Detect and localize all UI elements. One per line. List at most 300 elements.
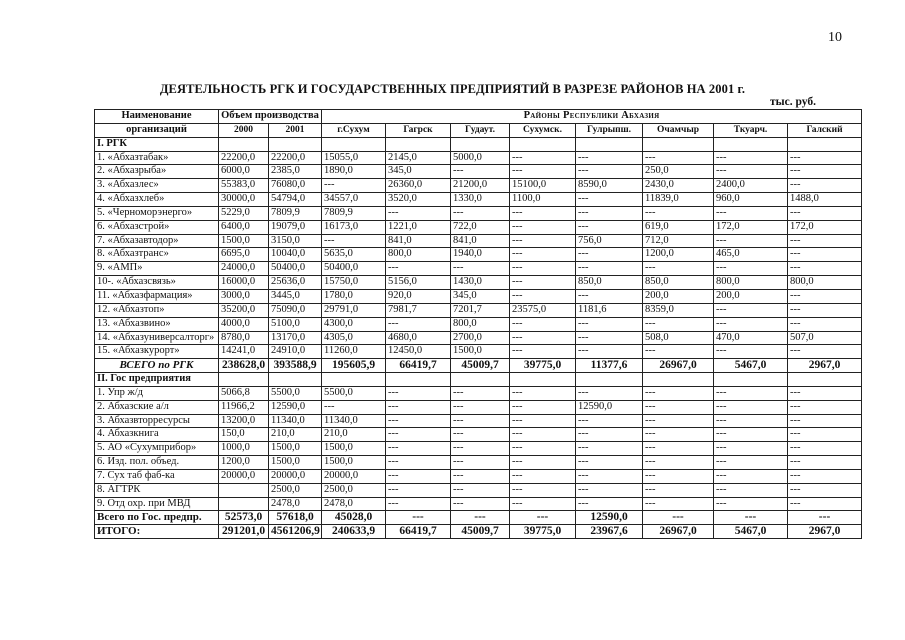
value-cell: 23967,6 — [576, 525, 643, 539]
header-col: Гудаут. — [451, 123, 510, 137]
value-cell: --- — [576, 428, 643, 442]
value-cell: 1500,0 — [451, 345, 510, 359]
value-cell: --- — [788, 414, 862, 428]
value-cell: 1000,0 — [219, 442, 269, 456]
value-cell: 7981,7 — [386, 303, 451, 317]
row-label: Всего по Гос. предпр. — [95, 511, 219, 525]
value-cell: --- — [643, 497, 714, 511]
table-row — [95, 400, 862, 414]
value-cell: 10040,0 — [269, 248, 322, 262]
rgk-total-row — [95, 359, 862, 373]
value-cell: 7201,7 — [451, 303, 510, 317]
header-col: Галский — [788, 123, 862, 137]
value-cell: 11340,0 — [322, 414, 386, 428]
row-label: 14. «Абхазуниверсалторг» — [95, 331, 219, 345]
value-cell: --- — [510, 483, 576, 497]
value-cell: --- — [643, 483, 714, 497]
value-cell: 66419,7 — [386, 359, 451, 373]
value-cell: 2400,0 — [714, 179, 788, 193]
value-cell: 1780,0 — [322, 289, 386, 303]
value-cell: --- — [510, 414, 576, 428]
value-cell: 29791,0 — [322, 303, 386, 317]
value-cell: --- — [788, 428, 862, 442]
table-row — [95, 193, 862, 207]
table-row — [95, 497, 862, 511]
value-cell: --- — [386, 456, 451, 470]
value-cell: 5500,0 — [269, 386, 322, 400]
empty-cell — [576, 373, 643, 387]
row-label: 11. «Абхазфармация» — [95, 289, 219, 303]
empty-cell — [788, 373, 862, 387]
header-col: Гулрыпш. — [576, 123, 643, 137]
value-cell: --- — [714, 400, 788, 414]
row-label: 12. «Абхазтоп» — [95, 303, 219, 317]
value-cell: 6695,0 — [219, 248, 269, 262]
table-row — [95, 456, 862, 470]
value-cell: --- — [576, 345, 643, 359]
value-cell: 11340,0 — [269, 414, 322, 428]
value-cell: --- — [510, 317, 576, 331]
page-number: 10 — [828, 30, 842, 45]
value-cell: 508,0 — [643, 331, 714, 345]
value-cell: --- — [788, 179, 862, 193]
value-cell: --- — [714, 456, 788, 470]
value-cell: 24910,0 — [269, 345, 322, 359]
value-cell: 16000,0 — [219, 276, 269, 290]
value-cell: --- — [714, 483, 788, 497]
value-cell: --- — [576, 442, 643, 456]
value-cell: 45009,7 — [451, 525, 510, 539]
value-cell: 200,0 — [643, 289, 714, 303]
value-cell: --- — [643, 206, 714, 220]
value-cell: --- — [788, 151, 862, 165]
value-cell: --- — [386, 317, 451, 331]
value-cell: 1100,0 — [510, 193, 576, 207]
value-cell: 172,0 — [714, 220, 788, 234]
value-cell: --- — [714, 317, 788, 331]
value-cell: 1500,0 — [269, 442, 322, 456]
value-cell: --- — [643, 151, 714, 165]
value-cell: --- — [788, 469, 862, 483]
table-row — [95, 248, 862, 262]
value-cell: --- — [714, 151, 788, 165]
value-cell: 1430,0 — [451, 276, 510, 290]
row-label: 1. «Абхазтабак» — [95, 151, 219, 165]
value-cell: 26967,0 — [643, 359, 714, 373]
table-row — [95, 442, 862, 456]
value-cell: --- — [386, 469, 451, 483]
value-cell: --- — [510, 428, 576, 442]
empty-cell — [510, 373, 576, 387]
row-label: 7. «Абхазавтодор» — [95, 234, 219, 248]
value-cell: 21200,0 — [451, 179, 510, 193]
value-cell: 5635,0 — [322, 248, 386, 262]
value-cell: 20000,0 — [269, 469, 322, 483]
value-cell: 1500,0 — [322, 456, 386, 470]
value-cell: --- — [510, 400, 576, 414]
header-col: 2001 — [269, 123, 322, 137]
table-row — [95, 206, 862, 220]
value-cell: --- — [386, 428, 451, 442]
value-cell: --- — [788, 497, 862, 511]
value-cell: 722,0 — [451, 220, 510, 234]
value-cell: --- — [576, 248, 643, 262]
table-row — [95, 345, 862, 359]
row-label: 9. «АМП» — [95, 262, 219, 276]
value-cell: 850,0 — [576, 276, 643, 290]
header-row-1 — [95, 110, 862, 124]
value-cell — [219, 497, 269, 511]
value-cell: 50400,0 — [269, 262, 322, 276]
value-cell: 11966,2 — [219, 400, 269, 414]
value-cell: --- — [451, 442, 510, 456]
value-cell: --- — [451, 469, 510, 483]
value-cell: --- — [714, 469, 788, 483]
value-cell: --- — [576, 456, 643, 470]
value-cell: 4561206,9 — [269, 525, 322, 539]
value-cell: 26967,0 — [643, 525, 714, 539]
value-cell: 920,0 — [386, 289, 451, 303]
value-cell: --- — [788, 442, 862, 456]
header-col: Очамчыр — [643, 123, 714, 137]
value-cell: --- — [386, 497, 451, 511]
value-cell: 8359,0 — [643, 303, 714, 317]
value-cell: --- — [576, 317, 643, 331]
value-cell: 4680,0 — [386, 331, 451, 345]
value-cell: --- — [510, 151, 576, 165]
value-cell: 841,0 — [386, 234, 451, 248]
value-cell: --- — [576, 497, 643, 511]
value-cell: 5100,0 — [269, 317, 322, 331]
value-cell: 2500,0 — [269, 483, 322, 497]
value-cell: --- — [576, 151, 643, 165]
value-cell: 75090,0 — [269, 303, 322, 317]
row-label: 4. Абхазкнига — [95, 428, 219, 442]
value-cell: 238628,0 — [219, 359, 269, 373]
table-row — [95, 289, 862, 303]
value-cell: --- — [714, 511, 788, 525]
value-cell: --- — [643, 456, 714, 470]
value-cell: --- — [386, 262, 451, 276]
value-cell: 2145,0 — [386, 151, 451, 165]
value-cell: 76080,0 — [269, 179, 322, 193]
value-cell: 2500,0 — [322, 483, 386, 497]
value-cell: 800,0 — [714, 276, 788, 290]
table-row — [95, 276, 862, 290]
value-cell: --- — [510, 248, 576, 262]
value-cell: 22200,0 — [269, 151, 322, 165]
value-cell: --- — [510, 456, 576, 470]
value-cell: 12450,0 — [386, 345, 451, 359]
value-cell: 172,0 — [788, 220, 862, 234]
header-col: 2000 — [219, 123, 269, 137]
row-label: 3. Абхазвторресурсы — [95, 414, 219, 428]
value-cell: 8780,0 — [219, 331, 269, 345]
row-label: 13. «Абхазвино» — [95, 317, 219, 331]
header-name-line2: организаций — [95, 123, 219, 137]
value-cell: --- — [386, 511, 451, 525]
value-cell: --- — [643, 469, 714, 483]
value-cell: 3000,0 — [219, 289, 269, 303]
value-cell: --- — [576, 193, 643, 207]
empty-cell — [788, 137, 862, 151]
value-cell: --- — [643, 345, 714, 359]
value-cell: --- — [576, 206, 643, 220]
value-cell: 34557,0 — [322, 193, 386, 207]
value-cell: --- — [576, 262, 643, 276]
value-cell: --- — [643, 400, 714, 414]
value-cell: 393588,9 — [269, 359, 322, 373]
value-cell: 3445,0 — [269, 289, 322, 303]
row-label: 6. Изд. пол. объед. — [95, 456, 219, 470]
value-cell: 5156,0 — [386, 276, 451, 290]
value-cell: 13200,0 — [219, 414, 269, 428]
value-cell: 25636,0 — [269, 276, 322, 290]
value-cell: --- — [451, 497, 510, 511]
header-col: Гагрск — [386, 123, 451, 137]
empty-cell — [269, 137, 322, 151]
value-cell: --- — [576, 165, 643, 179]
value-cell: 2967,0 — [788, 359, 862, 373]
row-label: 5. АО «Сухумприбор» — [95, 442, 219, 456]
currency-unit: тыс. руб. — [770, 96, 816, 108]
row-label: 15. «Абхазкурорт» — [95, 345, 219, 359]
empty-cell — [386, 373, 451, 387]
value-cell: --- — [576, 289, 643, 303]
value-cell: 800,0 — [451, 317, 510, 331]
value-cell: --- — [788, 511, 862, 525]
value-cell: --- — [576, 414, 643, 428]
value-cell: --- — [714, 414, 788, 428]
row-label: 10-. «Абхазсвязь» — [95, 276, 219, 290]
value-cell: 756,0 — [576, 234, 643, 248]
value-cell: --- — [788, 248, 862, 262]
value-cell: --- — [576, 469, 643, 483]
value-cell: --- — [643, 317, 714, 331]
table-row — [95, 386, 862, 400]
section-label: II. Гос предприятия — [95, 373, 219, 387]
value-cell: --- — [714, 386, 788, 400]
value-cell: 16173,0 — [322, 220, 386, 234]
value-cell: 150,0 — [219, 428, 269, 442]
row-label: 9. Отд охр. при МВД — [95, 497, 219, 511]
value-cell: 5229,0 — [219, 206, 269, 220]
value-cell: --- — [386, 206, 451, 220]
row-label: 5. «Черноморэнерго» — [95, 206, 219, 220]
value-cell: --- — [451, 483, 510, 497]
document-title: ДЕЯТЕЛЬНОСТЬ РГК И ГОСУДАРСТВЕННЫХ ПРЕДПРИЯТИЙ В РАЗРЕЗЕ РАЙОНОВ НА 2001 г. — [159, 82, 746, 96]
header-volume: Объем производства — [219, 110, 322, 124]
value-cell: --- — [576, 220, 643, 234]
value-cell: --- — [510, 276, 576, 290]
table-row — [95, 234, 862, 248]
value-cell: 1200,0 — [219, 456, 269, 470]
value-cell: 2967,0 — [788, 525, 862, 539]
value-cell: 1890,0 — [322, 165, 386, 179]
value-cell: 1221,0 — [386, 220, 451, 234]
value-cell: --- — [788, 262, 862, 276]
value-cell: 1330,0 — [451, 193, 510, 207]
row-label: 4. «Абхазхлеб» — [95, 193, 219, 207]
value-cell: 39775,0 — [510, 525, 576, 539]
value-cell: 13170,0 — [269, 331, 322, 345]
value-cell: --- — [714, 262, 788, 276]
value-cell: 50400,0 — [322, 262, 386, 276]
value-cell: --- — [643, 428, 714, 442]
value-cell: --- — [643, 262, 714, 276]
value-cell: --- — [788, 206, 862, 220]
value-cell: --- — [322, 400, 386, 414]
empty-cell — [322, 137, 386, 151]
value-cell: 3150,0 — [269, 234, 322, 248]
value-cell: 1500,0 — [219, 234, 269, 248]
table-row — [95, 165, 862, 179]
empty-cell — [576, 137, 643, 151]
value-cell: 291201,0 — [219, 525, 269, 539]
value-cell: 45009,7 — [451, 359, 510, 373]
value-cell: 507,0 — [788, 331, 862, 345]
value-cell: 250,0 — [643, 165, 714, 179]
empty-cell — [451, 137, 510, 151]
value-cell: 619,0 — [643, 220, 714, 234]
value-cell: --- — [322, 179, 386, 193]
value-cell: 52573,0 — [219, 511, 269, 525]
header-districts: Районы Республики Абхазия — [322, 110, 862, 124]
empty-cell — [269, 373, 322, 387]
value-cell: 195605,9 — [322, 359, 386, 373]
value-cell: 800,0 — [788, 276, 862, 290]
value-cell: 57618,0 — [269, 511, 322, 525]
value-cell: 5467,0 — [714, 525, 788, 539]
value-cell: --- — [714, 303, 788, 317]
value-cell: 240633,9 — [322, 525, 386, 539]
row-label: 1. Упр ж/д — [95, 386, 219, 400]
value-cell: --- — [451, 206, 510, 220]
value-cell: --- — [643, 442, 714, 456]
value-cell: 35200,0 — [219, 303, 269, 317]
value-cell: 2478,0 — [269, 497, 322, 511]
empty-cell — [219, 137, 269, 151]
value-cell: --- — [510, 331, 576, 345]
value-cell: 19079,0 — [269, 220, 322, 234]
header-col: г.Сухум — [322, 123, 386, 137]
value-cell: 15055,0 — [322, 151, 386, 165]
value-cell: 12590,0 — [576, 400, 643, 414]
empty-cell — [322, 373, 386, 387]
row-label: 2. «Абхазрыба» — [95, 165, 219, 179]
value-cell: --- — [510, 206, 576, 220]
value-cell: 210,0 — [269, 428, 322, 442]
value-cell — [219, 483, 269, 497]
empty-cell — [643, 137, 714, 151]
value-cell: 12590,0 — [576, 511, 643, 525]
table-row — [95, 262, 862, 276]
value-cell: 1181,6 — [576, 303, 643, 317]
value-cell: --- — [510, 220, 576, 234]
value-cell: --- — [788, 456, 862, 470]
value-cell: 39775,0 — [510, 359, 576, 373]
value-cell: 1200,0 — [643, 248, 714, 262]
value-cell: --- — [788, 317, 862, 331]
value-cell: 4305,0 — [322, 331, 386, 345]
activity-table — [94, 109, 862, 539]
value-cell: --- — [451, 456, 510, 470]
row-label: 3. «Абхазлес» — [95, 179, 219, 193]
value-cell: 4000,0 — [219, 317, 269, 331]
value-cell: --- — [451, 414, 510, 428]
value-cell: --- — [643, 511, 714, 525]
table-row — [95, 483, 862, 497]
value-cell: --- — [788, 165, 862, 179]
value-cell: --- — [714, 234, 788, 248]
value-cell: 1500,0 — [322, 442, 386, 456]
value-cell: --- — [788, 289, 862, 303]
value-cell: --- — [576, 331, 643, 345]
empty-cell — [451, 373, 510, 387]
value-cell: --- — [714, 442, 788, 456]
value-cell: 3520,0 — [386, 193, 451, 207]
header-name: Наименование — [95, 110, 219, 124]
value-cell: --- — [451, 386, 510, 400]
value-cell: 20000,0 — [219, 469, 269, 483]
value-cell: --- — [643, 414, 714, 428]
table-row — [95, 220, 862, 234]
empty-cell — [386, 137, 451, 151]
value-cell: 345,0 — [386, 165, 451, 179]
value-cell: 11839,0 — [643, 193, 714, 207]
value-cell: 7809,9 — [322, 206, 386, 220]
empty-cell — [510, 137, 576, 151]
table-row — [95, 151, 862, 165]
header-col: Сухумск. — [510, 123, 576, 137]
value-cell: --- — [714, 206, 788, 220]
value-cell: 7809,9 — [269, 206, 322, 220]
value-cell: 22200,0 — [219, 151, 269, 165]
value-cell: 5000,0 — [451, 151, 510, 165]
table-row — [95, 428, 862, 442]
value-cell: 11377,6 — [576, 359, 643, 373]
value-cell: 2385,0 — [269, 165, 322, 179]
value-cell: 15100,0 — [510, 179, 576, 193]
table-row — [95, 469, 862, 483]
value-cell: 465,0 — [714, 248, 788, 262]
value-cell: 2478,0 — [322, 497, 386, 511]
value-cell: 210,0 — [322, 428, 386, 442]
section-label: I. РГК — [95, 137, 219, 151]
value-cell: 712,0 — [643, 234, 714, 248]
value-cell: --- — [788, 386, 862, 400]
value-cell: 800,0 — [386, 248, 451, 262]
value-cell: --- — [714, 497, 788, 511]
value-cell: --- — [576, 386, 643, 400]
table-row — [95, 303, 862, 317]
value-cell: --- — [643, 386, 714, 400]
value-cell: 960,0 — [714, 193, 788, 207]
value-cell: 26360,0 — [386, 179, 451, 193]
value-cell: 5500,0 — [322, 386, 386, 400]
value-cell: --- — [322, 234, 386, 248]
value-cell: 66419,7 — [386, 525, 451, 539]
empty-cell — [219, 373, 269, 387]
value-cell: --- — [510, 497, 576, 511]
value-cell: --- — [510, 511, 576, 525]
section-header-row — [95, 373, 862, 387]
value-cell: 2700,0 — [451, 331, 510, 345]
value-cell: 470,0 — [714, 331, 788, 345]
table-row — [95, 414, 862, 428]
value-cell: --- — [510, 442, 576, 456]
value-cell: --- — [510, 345, 576, 359]
